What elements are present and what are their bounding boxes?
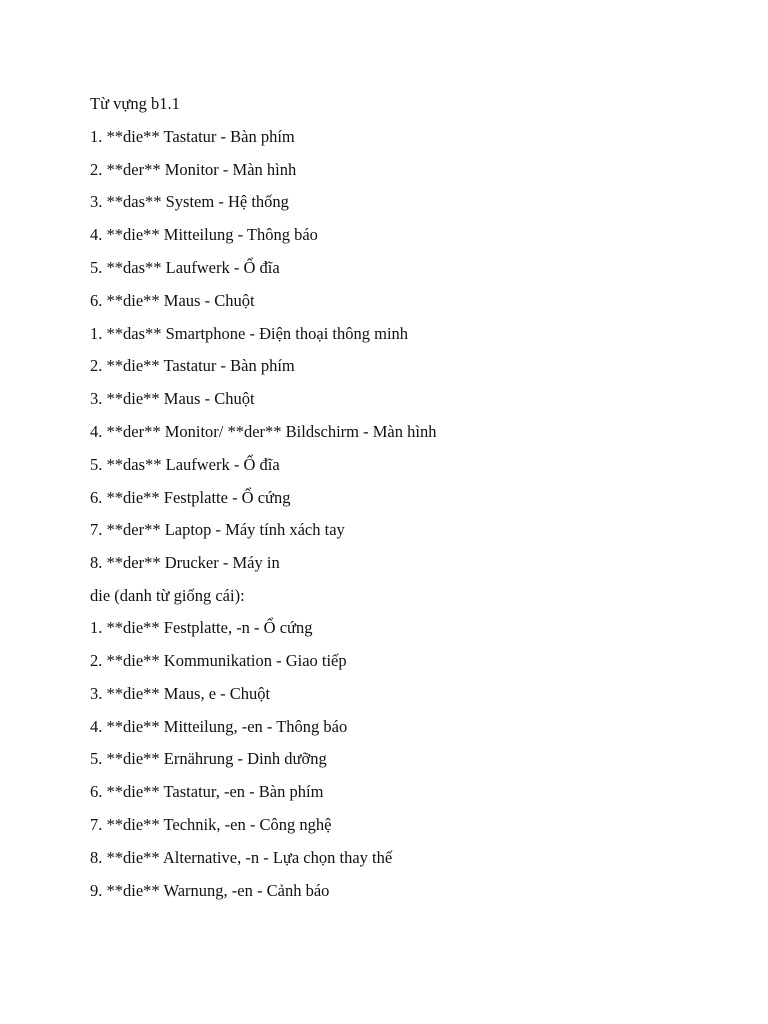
vocab-line: 9. **die** Warnung, -en - Cảnh báo <box>90 880 330 900</box>
vocab-line: 6. **die** Tastatur, -en - Bàn phím <box>90 782 324 802</box>
vocab-line: 4. **die** Mitteilung - Thông báo <box>90 225 318 245</box>
vocab-line: 7. **der** Laptop - Máy tính xách tay <box>90 520 345 540</box>
vocab-line: 1. **die** Tastatur - Bàn phím <box>90 126 295 146</box>
vocab-line: 1. **das** Smartphone - Điện thoại thông minh <box>90 323 409 343</box>
vocab-line: 4. **die** Mitteilung, -en - Thông báo <box>90 716 348 736</box>
vocab-line: 2. **die** Tastatur - Bàn phím <box>90 356 295 376</box>
vocab-line: 7. **die** Technik, -en - Công nghệ <box>90 814 332 834</box>
vocab-line: 3. **die** Maus - Chuột <box>90 389 255 409</box>
vocab-line: 6. **die** Festplatte - Ổ cứng <box>90 487 291 507</box>
vocab-line: 1. **die** Festplatte, -n - Ổ cứng <box>90 618 313 638</box>
vocab-line: 8. **der** Drucker - Máy in <box>90 553 280 573</box>
vocab-line: 4. **der** Monitor/ **der** Bildschirm - Màn hình <box>90 421 437 441</box>
vocab-line: 5. **die** Ernährung - Dinh dưỡng <box>90 749 327 769</box>
section-heading: die (danh từ giống cái): <box>90 585 245 605</box>
vocab-line: 2. **die** Kommunikation - Giao tiếp <box>90 650 347 670</box>
document-title: Từ vựng b1.1 <box>90 94 180 113</box>
document-page <box>90 88 730 907</box>
vocab-line: 2. **der** Monitor - Màn hình <box>90 159 297 179</box>
vocab-line: 5. **das** Laufwerk - Ổ đĩa <box>90 257 280 277</box>
vocab-line: 8. **die** Alternative, -n - Lựa chọn thay thế <box>90 847 393 867</box>
vocab-line: 3. **die** Maus, e - Chuột <box>90 683 271 703</box>
vocab-line: 3. **das** System - Hệ thống <box>90 192 289 212</box>
vocab-line: 5. **das** Laufwerk - Ổ đĩa <box>90 454 280 474</box>
vocab-line: 6. **die** Maus - Chuột <box>90 290 255 310</box>
